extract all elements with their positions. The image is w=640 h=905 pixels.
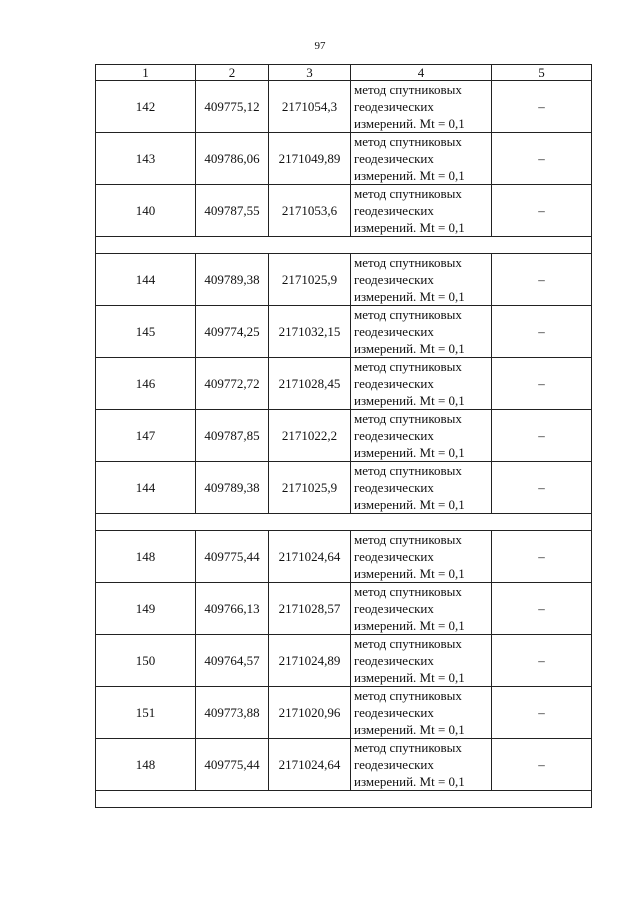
method-line: метод спутниковых (354, 186, 462, 201)
method-line: измерений. Mt = 0,1 (354, 774, 465, 789)
method-cell (351, 531, 492, 583)
table-row (96, 583, 592, 635)
method-cell (351, 133, 492, 185)
x-coordinate-cell: 409775,12 (196, 81, 269, 133)
table-row (96, 254, 592, 306)
method-line: геодезических (354, 549, 434, 564)
x-coordinate-cell: 409787,55 (196, 185, 269, 237)
x-coordinate-cell: 409787,85 (196, 410, 269, 462)
table-row (96, 462, 592, 514)
method-line: геодезических (354, 653, 434, 668)
group-separator-row (96, 237, 592, 254)
method-cell (351, 358, 492, 410)
group-separator-row (96, 514, 592, 531)
y-coordinate-cell: 2171032,15 (269, 306, 351, 358)
method-line: измерений. Mt = 0,1 (354, 341, 465, 356)
y-coordinate-cell: 2171024,64 (269, 739, 351, 791)
y-coordinate-cell: 2171025,9 (269, 462, 351, 514)
x-coordinate-cell: 409789,38 (196, 254, 269, 306)
method-line: метод спутниковых (354, 255, 462, 270)
point-number-cell: 150 (96, 635, 196, 687)
point-number-cell: 151 (96, 687, 196, 739)
y-coordinate-cell: 2171028,45 (269, 358, 351, 410)
method-cell (351, 687, 492, 739)
method-line: измерений. Mt = 0,1 (354, 670, 465, 685)
method-line: измерений. Mt = 0,1 (354, 168, 465, 183)
note-cell: – (492, 133, 592, 185)
table-row (96, 531, 592, 583)
point-number-cell: 140 (96, 185, 196, 237)
point-number-cell: 142 (96, 81, 196, 133)
method-line: измерений. Mt = 0,1 (354, 220, 465, 235)
method-line: геодезических (354, 376, 434, 391)
separator-cell (96, 237, 592, 254)
note-cell: – (492, 462, 592, 514)
method-line: геодезических (354, 705, 434, 720)
point-number-cell: 148 (96, 531, 196, 583)
x-coordinate-cell: 409766,13 (196, 583, 269, 635)
column-header: 3 (269, 65, 351, 81)
x-coordinate-cell: 409775,44 (196, 739, 269, 791)
y-coordinate-cell: 2171049,89 (269, 133, 351, 185)
column-header: 4 (351, 65, 492, 81)
column-header: 2 (196, 65, 269, 81)
method-line: геодезических (354, 203, 434, 218)
y-coordinate-cell: 2171024,89 (269, 635, 351, 687)
note-cell: – (492, 739, 592, 791)
x-coordinate-cell: 409786,06 (196, 133, 269, 185)
y-coordinate-cell: 2171020,96 (269, 687, 351, 739)
group-separator-row (96, 791, 592, 808)
method-cell (351, 635, 492, 687)
table-row (96, 739, 592, 791)
note-cell: – (492, 687, 592, 739)
method-line: метод спутниковых (354, 307, 462, 322)
method-cell (351, 410, 492, 462)
note-cell: – (492, 81, 592, 133)
table-row (96, 133, 592, 185)
method-cell (351, 185, 492, 237)
method-line: геодезических (354, 757, 434, 772)
point-number-cell: 145 (96, 306, 196, 358)
method-cell (351, 254, 492, 306)
note-cell: – (492, 358, 592, 410)
method-line: метод спутниковых (354, 359, 462, 374)
x-coordinate-cell: 409775,44 (196, 531, 269, 583)
table-row (96, 358, 592, 410)
point-number-cell: 144 (96, 254, 196, 306)
method-cell (351, 739, 492, 791)
table-row (96, 81, 592, 133)
y-coordinate-cell: 2171025,9 (269, 254, 351, 306)
method-line: геодезических (354, 99, 434, 114)
x-coordinate-cell: 409789,38 (196, 462, 269, 514)
method-line: геодезических (354, 428, 434, 443)
x-coordinate-cell: 409774,25 (196, 306, 269, 358)
method-line: метод спутниковых (354, 134, 462, 149)
method-cell (351, 81, 492, 133)
table-row (96, 687, 592, 739)
note-cell: – (492, 254, 592, 306)
table-row (96, 410, 592, 462)
method-cell (351, 462, 492, 514)
note-cell: – (492, 185, 592, 237)
method-line: метод спутниковых (354, 688, 462, 703)
table-row (96, 185, 592, 237)
x-coordinate-cell: 409764,57 (196, 635, 269, 687)
point-number-cell: 144 (96, 462, 196, 514)
table-body (96, 81, 592, 808)
method-line: метод спутниковых (354, 411, 462, 426)
method-line: измерений. Mt = 0,1 (354, 618, 465, 633)
method-line: метод спутниковых (354, 82, 462, 97)
method-line: измерений. Mt = 0,1 (354, 722, 465, 737)
note-cell: – (492, 306, 592, 358)
coordinates-table (95, 64, 592, 808)
method-line: измерений. Mt = 0,1 (354, 497, 465, 512)
column-header: 1 (96, 65, 196, 81)
note-cell: – (492, 410, 592, 462)
point-number-cell: 147 (96, 410, 196, 462)
point-number-cell: 149 (96, 583, 196, 635)
point-number-cell: 143 (96, 133, 196, 185)
page-number: 97 (314, 40, 326, 52)
table-row (96, 306, 592, 358)
separator-cell (96, 514, 592, 531)
x-coordinate-cell: 409773,88 (196, 687, 269, 739)
method-line: метод спутниковых (354, 584, 462, 599)
point-number-cell: 146 (96, 358, 196, 410)
note-cell: – (492, 583, 592, 635)
method-line: геодезических (354, 151, 434, 166)
y-coordinate-cell: 2171053,6 (269, 185, 351, 237)
separator-cell (96, 791, 592, 808)
method-line: геодезических (354, 324, 434, 339)
method-line: метод спутниковых (354, 636, 462, 651)
header-row (96, 65, 592, 81)
y-coordinate-cell: 2171022,2 (269, 410, 351, 462)
table-row (96, 635, 592, 687)
method-line: измерений. Mt = 0,1 (354, 393, 465, 408)
note-cell: – (492, 531, 592, 583)
point-number-cell: 148 (96, 739, 196, 791)
method-cell (351, 583, 492, 635)
method-line: измерений. Mt = 0,1 (354, 289, 465, 304)
y-coordinate-cell: 2171024,64 (269, 531, 351, 583)
column-header: 5 (492, 65, 592, 81)
method-line: метод спутниковых (354, 532, 462, 547)
x-coordinate-cell: 409772,72 (196, 358, 269, 410)
method-line: метод спутниковых (354, 740, 462, 755)
method-line: геодезических (354, 272, 434, 287)
method-cell (351, 306, 492, 358)
method-line: измерений. Mt = 0,1 (354, 566, 465, 581)
method-line: измерений. Mt = 0,1 (354, 116, 465, 131)
y-coordinate-cell: 2171054,3 (269, 81, 351, 133)
method-line: измерений. Mt = 0,1 (354, 445, 465, 460)
note-cell: – (492, 635, 592, 687)
method-line: метод спутниковых (354, 463, 462, 478)
method-line: геодезических (354, 480, 434, 495)
y-coordinate-cell: 2171028,57 (269, 583, 351, 635)
method-line: геодезических (354, 601, 434, 616)
